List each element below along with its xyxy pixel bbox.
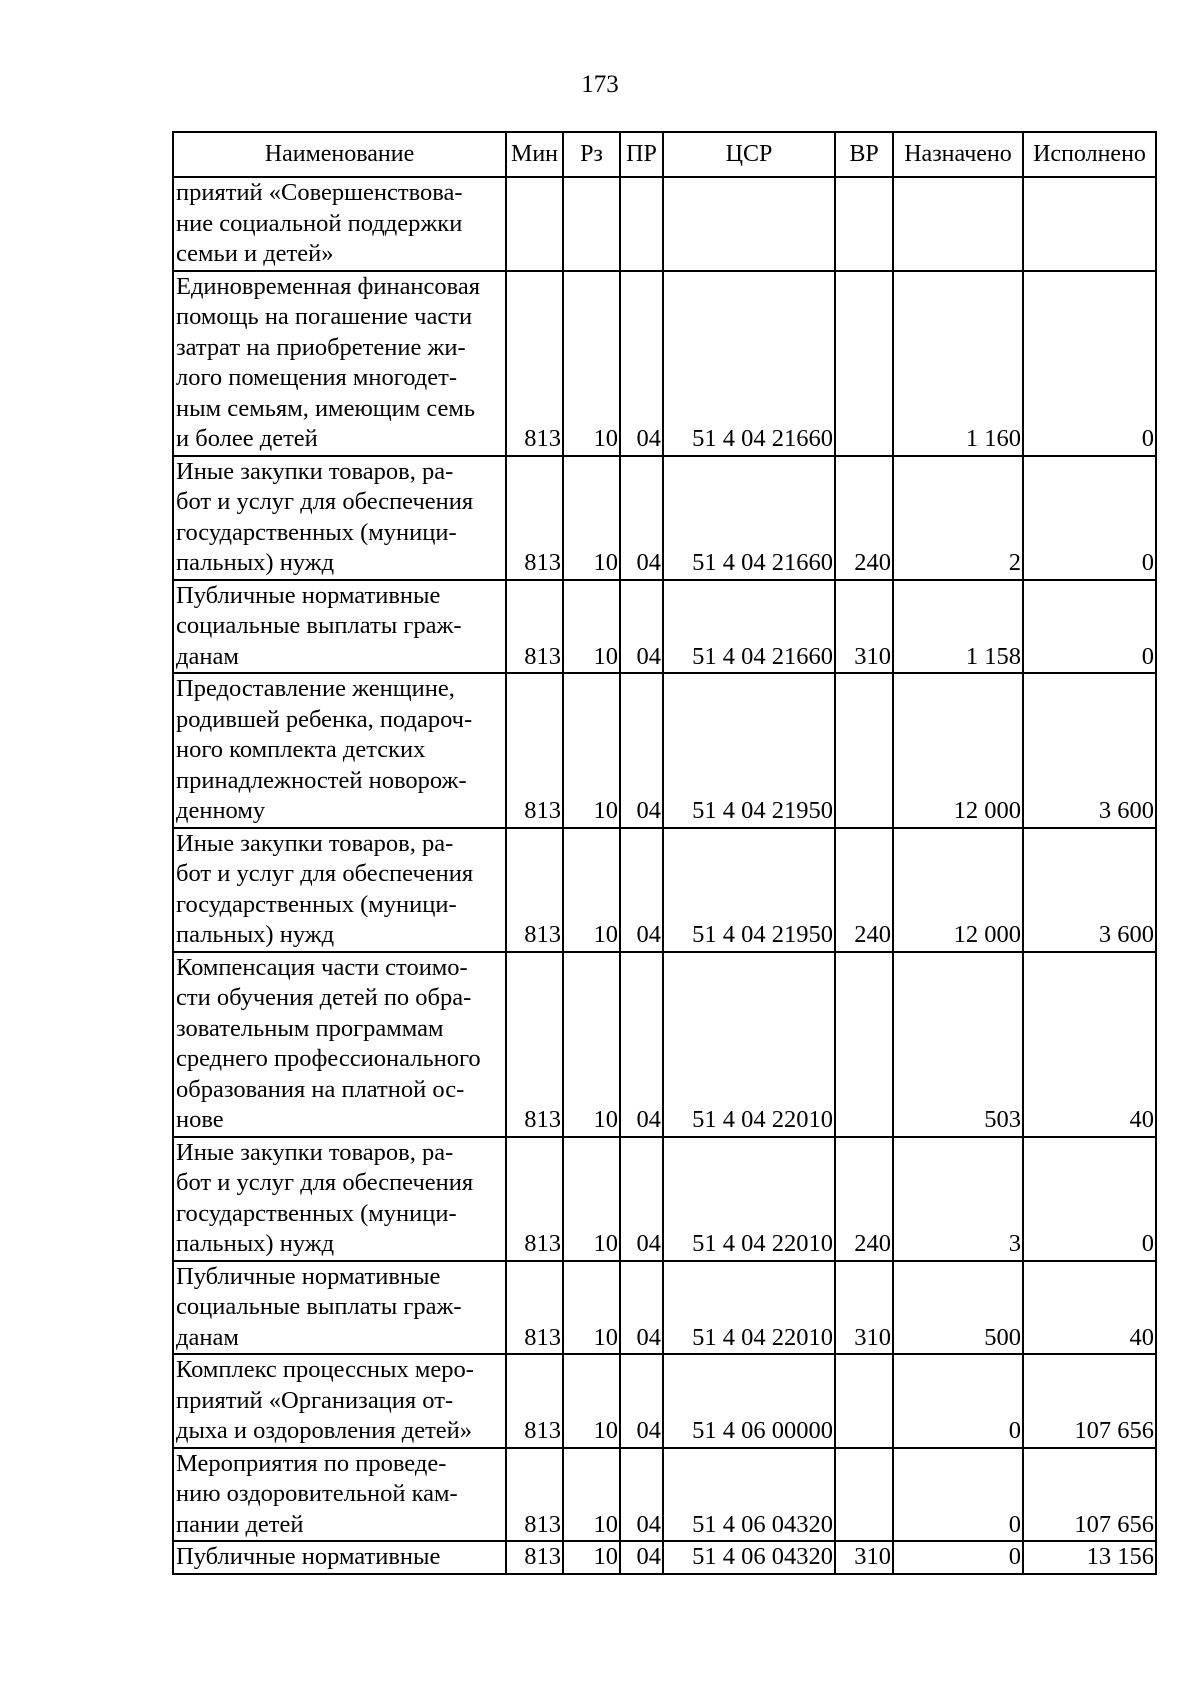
header-assigned: Назначено [893,132,1023,177]
row-assigned: 1 160 [893,271,1023,456]
row-csr [663,177,835,271]
row-name: Публичные нормативные социальные выплаты граж- данам [173,580,506,674]
row-rz: 10 [563,580,620,674]
row-vr: 240 [835,456,893,580]
row-pr: 04 [620,456,663,580]
table-row [173,456,1156,580]
row-pr: 04 [620,271,663,456]
row-name: приятий «Совершенствова- ние социальной поддержки семьи и детей» [173,177,506,271]
table-row [173,1448,1156,1542]
header-min: Мин [506,132,563,177]
row-rz: 10 [563,1448,620,1542]
row-pr: 04 [620,673,663,828]
row-executed: 107 656 [1023,1448,1156,1542]
row-vr: 310 [835,580,893,674]
table-row [173,580,1156,674]
table-row [173,1261,1156,1355]
row-pr: 04 [620,1137,663,1261]
row-vr [835,673,893,828]
row-csr: 51 4 04 22010 [663,1261,835,1355]
row-rz: 10 [563,828,620,952]
table-row [173,1541,1156,1574]
budget-table [172,131,1157,1575]
row-pr: 04 [620,1261,663,1355]
row-executed: 3 600 [1023,673,1156,828]
row-rz: 10 [563,1261,620,1355]
row-csr: 51 4 06 04320 [663,1448,835,1542]
row-executed: 3 600 [1023,828,1156,952]
table-row [173,1354,1156,1448]
row-executed: 107 656 [1023,1354,1156,1448]
header-name: Наименование [173,132,506,177]
row-assigned: 1 158 [893,580,1023,674]
row-pr: 04 [620,1541,663,1574]
row-name: Иные закупки товаров, ра- бот и услуг для обеспечения государственных (муници- пальных) нужд [173,456,506,580]
row-assigned: 12 000 [893,828,1023,952]
row-min: 813 [506,828,563,952]
row-rz: 10 [563,673,620,828]
row-assigned: 0 [893,1448,1023,1542]
page-number: 173 [581,71,619,98]
row-name: Комплекс процессных меро- приятий «Организация от- дыха и оздоровления детей» [173,1354,506,1448]
row-name: Мероприятия по проведе- нию оздоровительной кам- пании детей [173,1448,506,1542]
row-min: 813 [506,1354,563,1448]
row-executed: 0 [1023,580,1156,674]
table-header-row [173,132,1156,177]
row-vr [835,177,893,271]
row-min: 813 [506,1541,563,1574]
row-min: 813 [506,580,563,674]
table-row [173,271,1156,456]
row-csr: 51 4 04 22010 [663,952,835,1137]
row-name: Иные закупки товаров, ра- бот и услуг для обеспечения государственных (муници- пальных) нужд [173,1137,506,1261]
header-rz: Рз [563,132,620,177]
row-pr: 04 [620,828,663,952]
header-vr: ВР [835,132,893,177]
row-pr [620,177,663,271]
row-assigned: 0 [893,1354,1023,1448]
row-executed: 40 [1023,952,1156,1137]
row-name: Публичные нормативные [173,1541,506,1574]
header-csr: ЦСР [663,132,835,177]
row-executed: 0 [1023,271,1156,456]
row-min: 813 [506,673,563,828]
row-rz: 10 [563,1541,620,1574]
row-min [506,177,563,271]
row-name: Публичные нормативные социальные выплаты граж- данам [173,1261,506,1355]
row-min: 813 [506,271,563,456]
row-rz: 10 [563,1137,620,1261]
row-min: 813 [506,1261,563,1355]
row-assigned: 500 [893,1261,1023,1355]
row-csr: 51 4 04 21660 [663,580,835,674]
row-vr: 240 [835,828,893,952]
row-csr: 51 4 04 21950 [663,673,835,828]
row-executed: 0 [1023,1137,1156,1261]
row-executed: 0 [1023,456,1156,580]
row-vr [835,271,893,456]
header-executed: Исполнено [1023,132,1156,177]
row-vr [835,1448,893,1542]
row-assigned: 503 [893,952,1023,1137]
row-vr [835,1354,893,1448]
row-vr: 310 [835,1261,893,1355]
row-assigned: 3 [893,1137,1023,1261]
row-pr: 04 [620,580,663,674]
table-row [173,673,1156,828]
row-rz: 10 [563,271,620,456]
row-min: 813 [506,456,563,580]
table-row [173,828,1156,952]
row-csr: 51 4 04 21950 [663,828,835,952]
row-name: Единовременная финансовая помощь на погашение части затрат на приобретение жи- лого помещения многодет- ным семьям, имеющим семь и более детей [173,271,506,456]
row-executed [1023,177,1156,271]
row-vr: 240 [835,1137,893,1261]
table-row [173,177,1156,271]
row-csr: 51 4 04 22010 [663,1137,835,1261]
header-pr: ПР [620,132,663,177]
row-csr: 51 4 06 04320 [663,1541,835,1574]
row-vr: 310 [835,1541,893,1574]
table-row [173,952,1156,1137]
row-assigned [893,177,1023,271]
row-csr: 51 4 06 00000 [663,1354,835,1448]
row-vr [835,952,893,1137]
row-min: 813 [506,952,563,1137]
row-csr: 51 4 04 21660 [663,271,835,456]
row-min: 813 [506,1448,563,1542]
row-pr: 04 [620,1354,663,1448]
row-rz: 10 [563,456,620,580]
row-min: 813 [506,1137,563,1261]
row-rz: 10 [563,952,620,1137]
row-pr: 04 [620,952,663,1137]
row-rz: 10 [563,1354,620,1448]
row-pr: 04 [620,1448,663,1542]
row-executed: 13 156 [1023,1541,1156,1574]
table-row [173,1137,1156,1261]
row-rz [563,177,620,271]
row-assigned: 2 [893,456,1023,580]
row-name: Компенсация части стоимо- сти обучения детей по обра- зовательным программам среднего профессионального образования на платной ос- нове [173,952,506,1137]
row-assigned: 12 000 [893,673,1023,828]
row-assigned: 0 [893,1541,1023,1574]
row-csr: 51 4 04 21660 [663,456,835,580]
row-name: Иные закупки товаров, ра- бот и услуг для обеспечения государственных (муници- пальных) нужд [173,828,506,952]
row-name: Предоставление женщине, родившей ребенка, подароч- ного комплекта детских принадлежностей новорож- денному [173,673,506,828]
row-executed: 40 [1023,1261,1156,1355]
